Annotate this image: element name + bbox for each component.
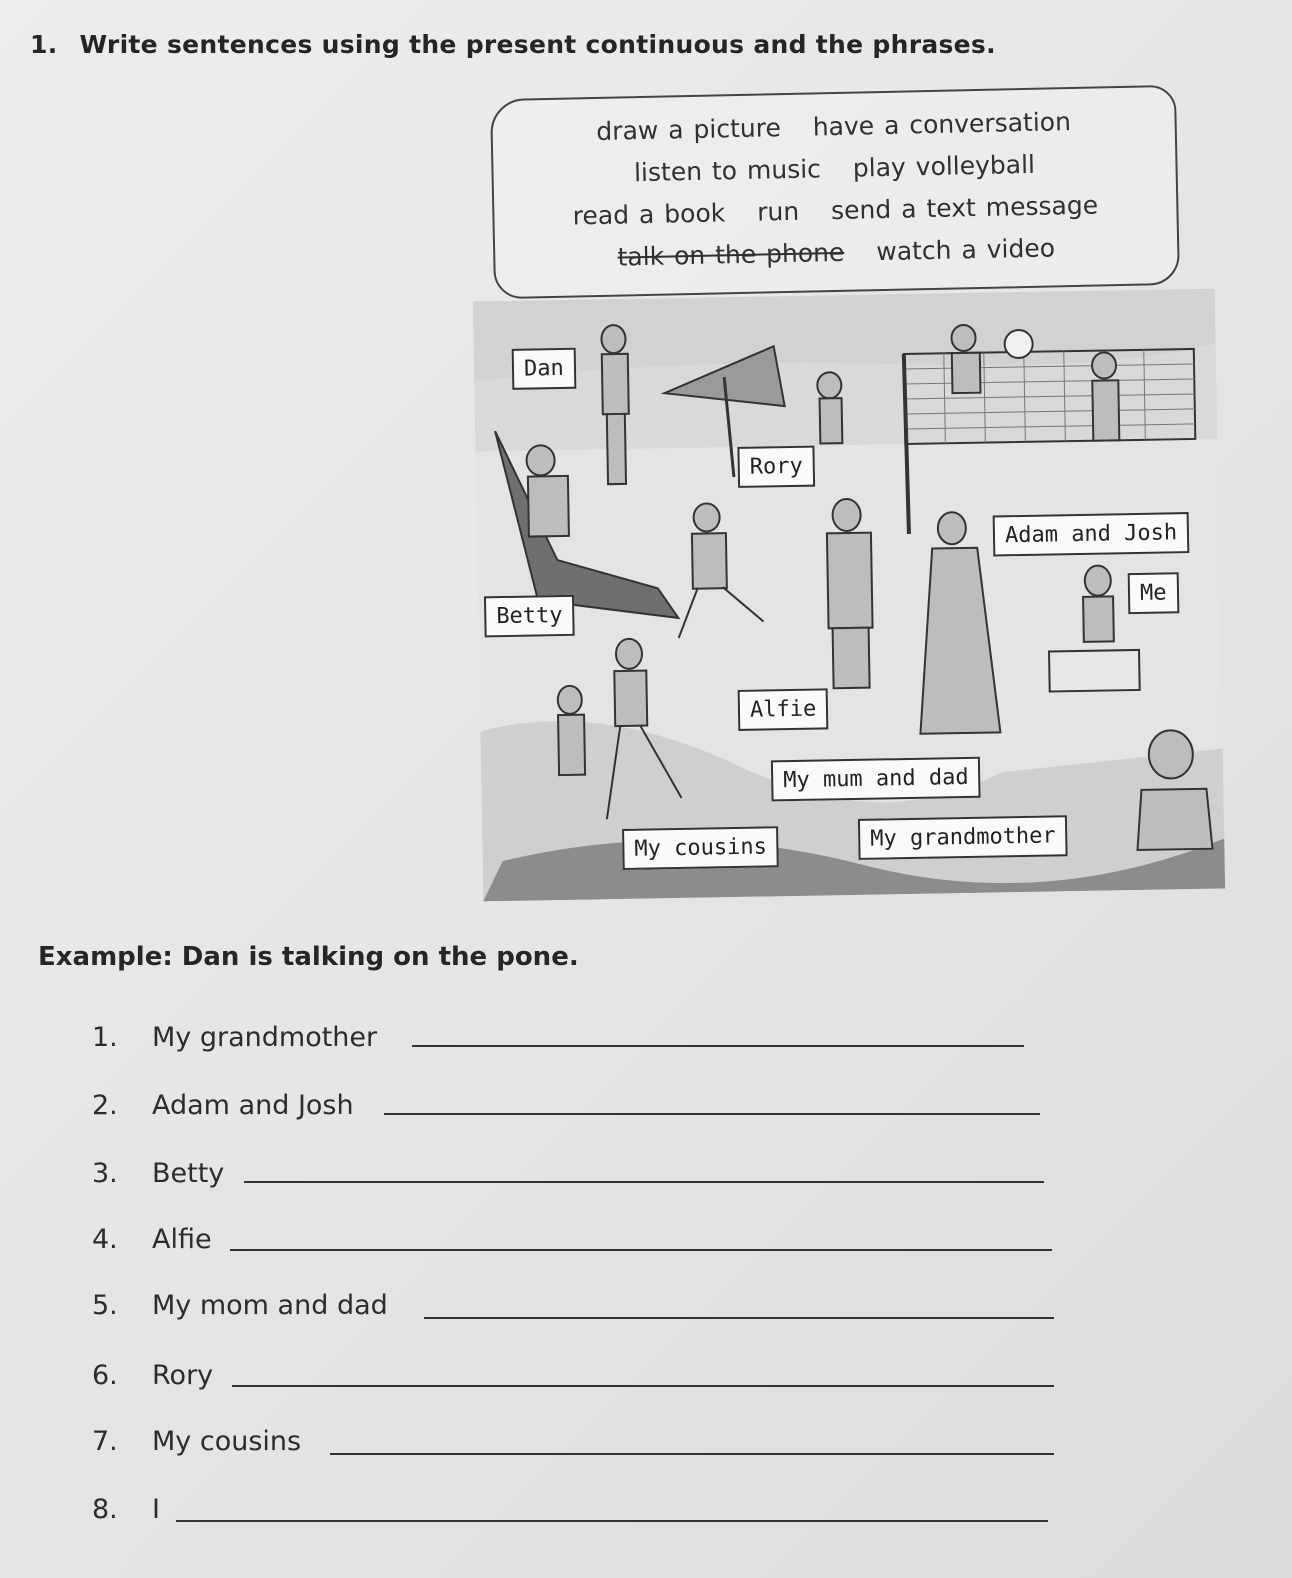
exercise-subject: My grandmother	[152, 1022, 378, 1053]
exercise-subject: Alfie	[152, 1224, 212, 1255]
exercise-item	[92, 1360, 213, 1391]
exercise-item	[92, 1090, 354, 1121]
answer-line[interactable]	[384, 1113, 1040, 1115]
phrase: run	[756, 196, 800, 227]
instruction	[30, 30, 996, 59]
phrase: play volleyball	[852, 149, 1036, 183]
exercise-number: 7.	[92, 1426, 118, 1457]
exercise-item	[92, 1022, 377, 1053]
answer-line[interactable]	[330, 1453, 1054, 1455]
scene-label-adam-and-josh: Adam and Josh	[993, 512, 1190, 556]
answer-line[interactable]	[176, 1520, 1048, 1522]
exercise-subject: Betty	[152, 1158, 225, 1189]
scene-label-dan: Dan	[512, 348, 576, 390]
exercise-number: 1.	[92, 1022, 118, 1053]
answer-line[interactable]	[230, 1249, 1052, 1251]
phrase-crossed-out: talk on the phone	[617, 237, 845, 272]
scene-label-me: Me	[1128, 572, 1179, 614]
phrase-row	[493, 147, 1175, 190]
instruction-text: Write sentences using the present continuous and the phrases.	[79, 30, 996, 59]
phrase: send a text message	[830, 190, 1099, 226]
beach-scene-drawing	[473, 289, 1225, 902]
example-sentence: Example: Dan is talking on the pone.	[38, 942, 579, 972]
answer-line[interactable]	[412, 1045, 1024, 1047]
instruction-number: 1.	[30, 30, 58, 59]
scene-label-rory: Rory	[737, 446, 815, 488]
scene-label-grandmother: My grandmother	[858, 815, 1068, 860]
answer-line[interactable]	[232, 1385, 1054, 1387]
phrase: read a book	[572, 198, 726, 231]
exercise-subject: I	[152, 1494, 160, 1525]
phrase: draw a picture	[596, 113, 782, 146]
scene-label-cousins: My cousins	[622, 826, 779, 870]
phrase: have a conversation	[812, 107, 1072, 142]
exercise-item	[92, 1158, 224, 1189]
scene-label-betty: Betty	[484, 595, 575, 638]
answer-line[interactable]	[424, 1317, 1054, 1319]
exercise-subject: Rory	[152, 1360, 214, 1391]
phrase-box	[490, 85, 1180, 299]
exercise-item	[92, 1224, 212, 1255]
phrase: listen to music	[633, 154, 822, 188]
exercise-subject: My mom and dad	[152, 1290, 388, 1321]
scene-label-alfie: Alfie	[738, 688, 829, 731]
exercise-subject: My cousins	[152, 1426, 302, 1457]
phrase-row	[494, 189, 1176, 232]
exercise-item	[92, 1494, 160, 1525]
exercise-number: 4.	[92, 1224, 118, 1255]
answer-line[interactable]	[244, 1181, 1044, 1183]
exercise-number: 6.	[92, 1360, 118, 1391]
scene-label-mum-and-dad: My mum and dad	[771, 757, 981, 802]
exercise-number: 8.	[92, 1494, 118, 1525]
exercise-item	[92, 1290, 388, 1321]
exercise-number: 5.	[92, 1290, 118, 1321]
phrase: watch a video	[876, 233, 1056, 267]
beach-scene-illustration	[473, 289, 1225, 902]
exercise-number: 3.	[92, 1158, 118, 1189]
phrase-row	[492, 105, 1174, 148]
exercise-number: 2.	[92, 1090, 118, 1121]
exercise-subject: Adam and Josh	[152, 1090, 354, 1121]
exercise-item	[92, 1426, 301, 1457]
phrase-row	[495, 231, 1177, 274]
